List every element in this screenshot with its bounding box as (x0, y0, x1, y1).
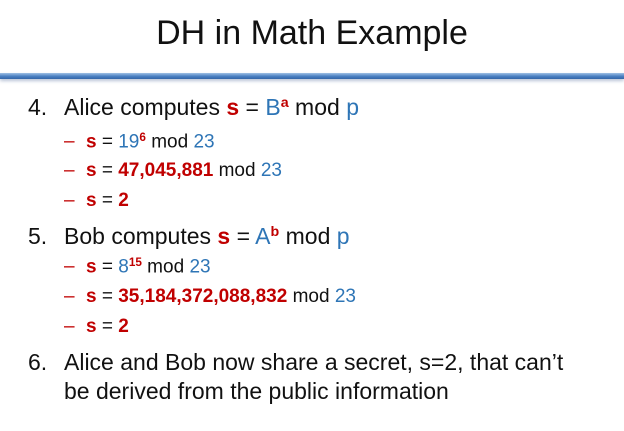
step-5-exp: b (270, 224, 280, 241)
step-5-p: p (336, 223, 350, 249)
base-value: 19 (118, 131, 140, 153)
power-value: 35,184,372,088,832 (118, 286, 288, 307)
var-s: s (86, 160, 97, 181)
step-5-var: s (217, 223, 231, 249)
step-6-line-2: be derived from the public information (64, 378, 449, 404)
step-5-line-2 (64, 286, 356, 308)
result-value: 2 (118, 316, 129, 337)
step-4-mod: mod (288, 94, 347, 120)
step-4-eq: = (239, 94, 266, 120)
step-5 (28, 223, 350, 250)
result-value: 2 (118, 190, 129, 211)
modulus: 23 (260, 160, 282, 181)
mod-label: mod (213, 160, 261, 181)
step-4-var: s (226, 94, 240, 120)
mod-label: mod (141, 256, 190, 278)
mod-label: mod (287, 286, 335, 307)
modulus: 23 (334, 286, 356, 307)
slide-title: DH in Math Example (156, 14, 468, 52)
step-6-number: 6. (28, 349, 48, 375)
mod-label: mod (145, 131, 194, 153)
step-4-line-1 (64, 131, 215, 153)
title-divider (0, 73, 624, 79)
dash: – (64, 286, 75, 307)
step-4 (28, 94, 359, 121)
dash: – (64, 160, 75, 181)
step-6 (28, 349, 563, 376)
equals: = (96, 316, 119, 337)
step-5-line-3 (64, 316, 129, 338)
step-6-line-1: Alice and Bob now share a secret, s=2, that can’t (64, 349, 564, 375)
step-4-text: Alice computes (64, 94, 220, 120)
base-value: 8 (118, 256, 129, 278)
equals: = (96, 256, 119, 278)
var-s: s (86, 316, 97, 337)
step-5-base: A (255, 223, 271, 249)
equals: = (96, 160, 119, 181)
step-4-number: 4. (28, 94, 48, 120)
exponent: 15 (128, 256, 142, 269)
modulus: 23 (193, 131, 215, 153)
var-s: s (86, 131, 97, 153)
equals: = (96, 190, 119, 211)
modulus: 23 (189, 256, 211, 278)
dash: – (64, 190, 75, 211)
step-4-exp: a (280, 95, 289, 112)
step-4-p: p (346, 94, 359, 120)
var-s: s (86, 286, 97, 307)
exponent: 6 (139, 131, 146, 144)
equals: = (96, 131, 119, 153)
dash: – (64, 131, 75, 153)
step-5-line-1 (64, 256, 211, 278)
step-5-mod: mod (279, 223, 337, 249)
equals: = (96, 286, 119, 307)
step-5-eq: = (230, 223, 256, 249)
dash: – (64, 256, 75, 278)
power-value: 47,045,881 (118, 160, 214, 181)
step-4-line-3 (64, 190, 129, 212)
var-s: s (86, 256, 97, 278)
step-5-text: Bob computes (64, 223, 212, 249)
var-s: s (86, 190, 97, 211)
step-4-line-2 (64, 160, 282, 182)
dash: – (64, 316, 75, 337)
step-5-number: 5. (28, 223, 48, 249)
step-4-base: B (265, 94, 281, 120)
